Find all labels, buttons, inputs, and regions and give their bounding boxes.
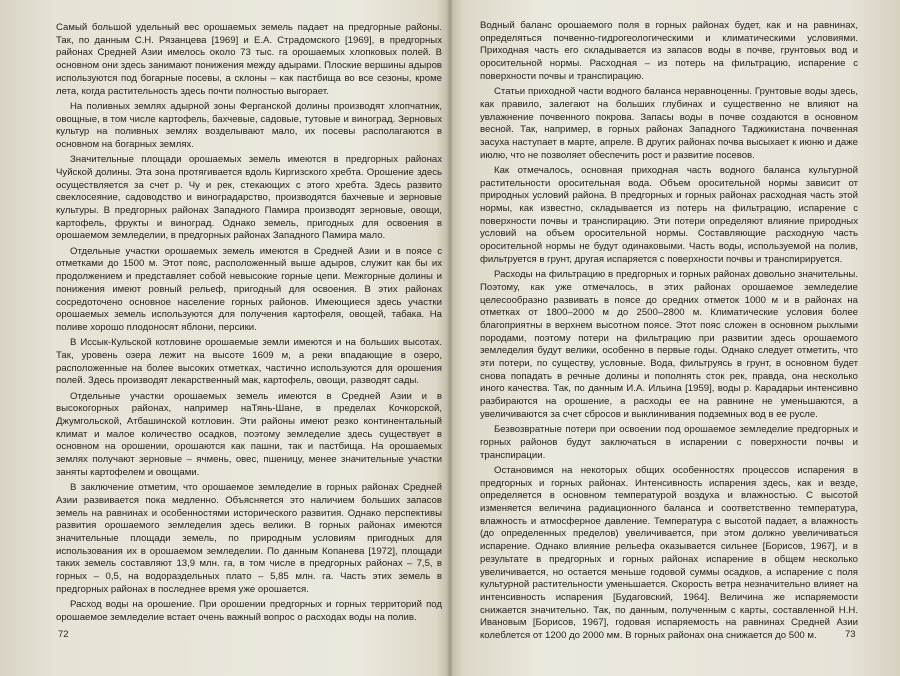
left-page-number: 72 bbox=[58, 629, 69, 640]
paragraph: Как отмечалось, основная приходная часть водного баланса культурной растительности оросительная вода. Объем оросительной нормы зависит от природных условий района. В предгорных и горных районах расходная часть этой нормы, как известно, складывается из потерь на фильтрацию, испарение с поверхности почвы и транспирацию. Эти потери определяют влияние природных условий на объем оросительной нормы. Составляющие расходную часть оросительной нормы не будут одинаковыми. Часть воды, используемой на полив, фильтруется в грунт, другая испаряется с поверхности почвы и транспирируется. bbox=[480, 164, 858, 265]
paragraph: Расходы на фильтрацию в предгорных и горных районах довольно значительны. Поэтому, как уже отмечалось, в этих районах орошаемое земледелие целесообразно развивать в поясе до средних отметок 1000 м и в районах на отметках от 1800–2000 м до 2500–2800 м. Климатические условия более благоприятны в верхнем высотном поясе. Этот пояс сложен в основном рыхлыми породами, поэтому потери на фильтрацию при развитии здесь орошаемого земледелия будут велики, особенно в первые годы. Однако следует отметить, что эти потери, по существу, условные. Вода, фильтруясь в грунт, в основном будет снова попадать в речные долины и пополнять сток рек, правда, она несколько иного качества. Так, по данным И.А. Ильина [1959], воды р. Карадарьи интенсивно разбираются на орошение, а расходы ее на равнине не уменьшаются, а увеличиваются за счет сбросов и выклинивания подземных вод в ее русле. bbox=[480, 269, 858, 420]
left-page-text bbox=[56, 22, 442, 642]
paragraph: В заключение отметим, что орошаемое земледелие в горных районах Средней Азии развивается пока медленно. Объясняется это наличием больших запасов земель на равнинах и особенностями исторического развития. Однако перспективы развития орошаемого земледелия здесь велики. В горных районах имеются значительные площади земель, по природным условиям пригодных для использования их в орошаемом земледелии. По данным Копанева [1972], площади таких земель составляют 13,9 млн. га, в том числе в предгорных районах – 7,5, в горных – 0,5, на водораздельных плато – 5,85 млн. га. Часть этих земель в предгорных районах в последнее время уже орошается. bbox=[56, 482, 442, 595]
book-gutter bbox=[447, 0, 453, 676]
paragraph: Самый большой удельный вес орошаемых земель падает на предгорные районы. Так, по данным С.Н. Рязанцева [1969] и Е.А. Страдомского [1969], в предгорных районах Средней Азии имелось около 73 тыс. га орошаемых хлопковых полей. В основном они здесь занимают понижения между адырами. Плоские вершины адыров используются под богарные посевы, а склоны – как пастбища во все сезоны, кроме лета, когда растительность здесь почти полностью выгорает. bbox=[56, 22, 442, 97]
paragraph: Отдельные участки орошаемых земель имеются в Средней Азии и в высокогорных районах, например наТянь-Шане, в пределах Кочкорской, Джумгольской, Атбашинской котловин. Эти районы имеют резко континентальный климат и малое количество осадков, поэтому земледелие здесь существует в основном на орошении, орошаются как пашни, так и пастбища. На орошаемых землях получают зерновые – ячмень, овес, пшеницу, менее значительные участки заняты картофелем и овощами. bbox=[56, 390, 442, 478]
right-page-text bbox=[480, 20, 858, 640]
right-page-number: 73 bbox=[845, 629, 856, 640]
paragraph: Отдельные участки орошаемых земель имеются в Средней Азии и в поясе с отметками до 1500 м. Этот пояс, расположенный выше адыров, служит как бы их продолжением и представляет собой невысокие горные цепи. Межгорные долины и понижения имеют ровный рельеф, пригодный для освоения. В этих районах сосредоточено основное население горных районов. Имеющиеся здесь участки орошаемых земель используются для получения картофеля, овощей, табака. На поливе хорошо плодоносят яблони, персики. bbox=[56, 245, 442, 333]
paragraph: В Иссык-Кульской котловине орошаемые земли имеются и на больших высотах. Так, уровень озера лежит на высоте 1609 м, а реки впадающие в озеро, расположенные на более высоких отметках, частично используются для орошения полей. Здесь производят лекарственный мак, картофель, овощи, разводят сады. bbox=[56, 337, 442, 387]
paragraph: Значительные площади орошаемых земель имеются в предгорных районах Чуйской долины. Эта зона протягивается вдоль Киргизского хребта. Орошение здесь осуществляется за счет р. Чу и рек, стекающих с этого хребта. Здесь развито свеклосеяние, садоводство и виноградарство, производятся бахчевые и зерновые культуры. В предгорных районах Западного Памира производят зерновые, овощи, картофель, фрукты и виноград. Однако земель, пригодных для освоения в орошаемом земледелии, в предгорных районах Западного Памира мало. bbox=[56, 154, 442, 242]
paragraph: Безвозвратные потери при освоении под орошаемое земледелие предгорных и горных районов будут заключаться в испарении с поверхности почвы и транспирации. bbox=[480, 424, 858, 461]
paragraph: Водный баланс орошаемого поля в горных районах будет, как и на равнинах, определяться почвенно-гидрогеологическими и климатическими условиями. Приходная часть его складывается из запасов воды в почве, грунтовых вод и оросительной нормы. Расходная – из потерь на фильтрацию, испарение с поверхности почвы и транспирацию. bbox=[480, 20, 858, 82]
paragraph: Расход воды на орошение. При орошении предгорных и горных территорий под орошаемое земледелие встает очень важный вопрос о расходах воды на полив. bbox=[56, 599, 442, 623]
paragraph: Остановимся на некоторых общих особенностях процессов испарения в предгорных и горных районах. Интенсивность испарения здесь, как и везде, определяется в основном температурой воздуха и влажностью. С высотой изменяется величина радиационного баланса и соответственно температура, влажность и атмосферное давление. Температура с высотой падает, а влажность (до определенных пределов) увеличивается, при этом должно увеличиваться испарение. Однако влияние рельефа оказывается сильнее [Борисов, 1967], и в результате в предгорных и горных районах испарение в общем несколько увеличивается, но остается меньше годовой суммы осадков, а испарение с поля культурной растительности уменьшается. Скорость ветра незначительно влияет на интенсивность испарения [Будаговский, 1964]. Величина же испаряемости снижается значительно. Так, по данным, полученным с карты, составленной Н.Н. Ивановым [Борисов, 1967], годовая испаряемость на равнинах Средней Азии колеблется от 1200 до 2000 мм. В горных районах она снижается до 500 м. bbox=[480, 464, 858, 640]
paragraph: На поливных землях адырной зоны Ферганской долины производят хлопчатник, овощные, в том числе картофель, бахчевые, садовые, тутовые и виноград. Зерновых культур на поливных землях возделывают мало, их посевы располагаются в основном на богарных землях. bbox=[56, 100, 442, 150]
paragraph: Статьи приходной части водного баланса неравноценны. Грунтовые воды здесь, как правило, залегают на больших глубинах и существенно не влияют на увлажнение почвенного покрова. Запасы воды в почве создаются в основном весной. Так, например, в горных районах Западного Таджикистана почвенная засуха наступает в марте, апреле. В других районах почва высыхает к июню и даже июлю, что не позволяет обеспечить рост и развитие посевов. bbox=[480, 86, 858, 161]
